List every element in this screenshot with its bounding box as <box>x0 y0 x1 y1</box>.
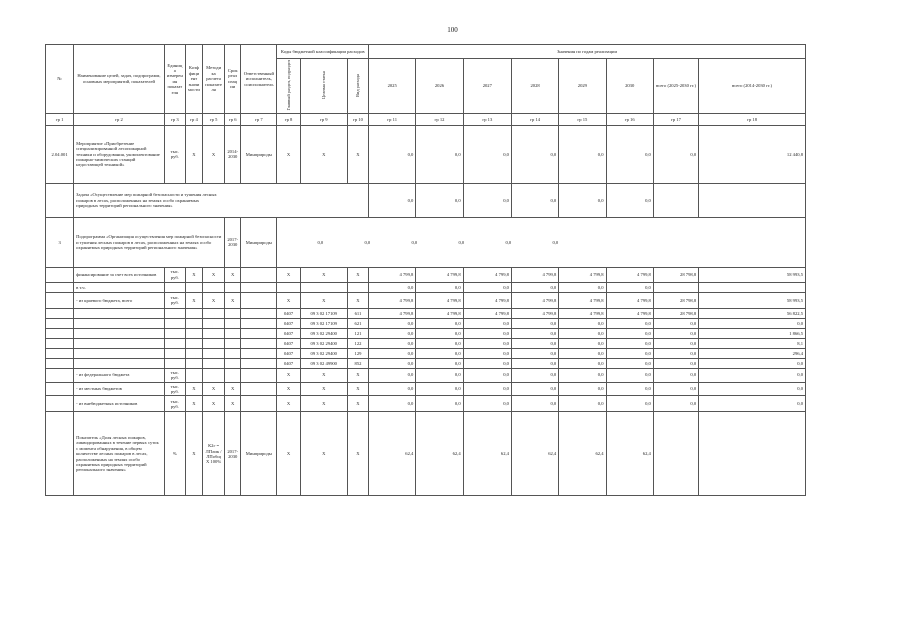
value-cell: 0,0 <box>511 125 558 183</box>
table-row <box>46 348 806 358</box>
row-method: Х <box>203 292 225 308</box>
gr-label: гр 1 <box>46 113 74 125</box>
value-cell: 0,0 <box>653 348 698 358</box>
table-row <box>46 308 806 318</box>
value-cell: 0,0 <box>416 183 463 217</box>
row-target: 09 3 02 49900 <box>300 358 347 368</box>
value-cell: 0,0 <box>511 396 558 412</box>
row-razdel: Х <box>277 382 300 396</box>
value-cell: 4 799,8 <box>369 308 416 318</box>
value-cell: 296,4 <box>699 348 806 358</box>
row-method: Х <box>203 267 225 282</box>
header-name: Наименование целей, задач, подпрограмм, основных мероприятий, показателей <box>74 45 165 114</box>
value-cell: 0,0 <box>505 239 512 245</box>
row-razdel: Х <box>277 368 300 382</box>
task-name: Задача «Осуществление мер пожарной безопасности и тушения лесных пожаров в лесах, расположенных на землях особо охраняемых природных территорий регионального значения» <box>74 183 369 217</box>
gr-label: гр 6 <box>225 113 241 125</box>
gr-label: гр 12 <box>416 113 463 125</box>
value-cell: 4 799,8 <box>511 267 558 282</box>
row-unit: тыс. руб. <box>164 267 185 282</box>
value-cell: 0,0 <box>552 239 559 245</box>
table-row <box>46 183 806 217</box>
value-cell: 0,0 <box>653 338 698 348</box>
table-row <box>46 125 806 183</box>
value-cell: 0,0 <box>606 318 653 328</box>
value-cell: 62,4 <box>606 412 653 496</box>
table-row <box>46 318 806 328</box>
header-coef: Коэффициент значимости <box>185 45 202 114</box>
row-target: Х <box>300 382 347 396</box>
value-cell: 0,0 <box>416 396 463 412</box>
value-cell: 0,0 <box>559 183 606 217</box>
value-cell: 0,0 <box>699 358 806 368</box>
value-cell: 0,0 <box>463 358 511 368</box>
gr-label: гр 14 <box>511 113 558 125</box>
value-cell: 0,0 <box>559 318 606 328</box>
row-target: 09 3 02 29400 <box>300 338 347 348</box>
row-razdel: 0407 <box>277 358 300 368</box>
value-cell: 0,0 <box>559 338 606 348</box>
value-cell: 0,0 <box>369 358 416 368</box>
value-cell: 0,0 <box>606 328 653 338</box>
value-cell: 0,0 <box>463 183 511 217</box>
value-cell: 0,0 <box>416 382 463 396</box>
row-razdel: Х <box>277 292 300 308</box>
value-cell: 4 799,8 <box>416 292 463 308</box>
row-razdel: 0407 <box>277 348 300 358</box>
row-term: Х <box>225 267 241 282</box>
row-coef: Х <box>185 412 202 496</box>
gr-label: гр 13 <box>463 113 511 125</box>
header-year: 2030 <box>606 59 653 114</box>
value-cell: 0,0 <box>511 368 558 382</box>
value-cell: 0,0 <box>653 328 698 338</box>
table-row <box>46 358 806 368</box>
value-cell: 0,0 <box>699 396 806 412</box>
row-target: Х <box>300 292 347 308</box>
value-cell: 58 993,5 <box>699 292 806 308</box>
header-term: Срок реализации <box>225 45 241 114</box>
header-method: Методика расчета показателя <box>203 45 225 114</box>
value-cell: 4 799,8 <box>606 292 653 308</box>
row-target: 09 3 02 29400 <box>300 348 347 358</box>
value-cell: 0,0 <box>653 318 698 328</box>
header-kbk-target: Целевая статья <box>321 71 327 100</box>
row-coef: Х <box>185 125 202 183</box>
gr-label: гр 11 <box>369 113 416 125</box>
value-cell: 0,0 <box>416 318 463 328</box>
value-cell: 4 799,8 <box>463 267 511 282</box>
program-table <box>45 44 806 496</box>
table-row <box>46 382 806 396</box>
value-cell: 4 799,8 <box>511 292 558 308</box>
header-year: 2029 <box>559 59 606 114</box>
row-name: Мероприятие «Приобретение специализированной лесопожарной техники и оборудования, укомплектование пожарно-химических станций недостающей техникой» <box>74 125 165 183</box>
value-cell: 0,0 <box>369 368 416 382</box>
header-executor: Ответственный исполнитель, соисполнитель <box>241 45 277 114</box>
header-num: № <box>46 45 74 114</box>
row-vid: 852 <box>347 358 368 368</box>
value-cell: 0,0 <box>511 348 558 358</box>
value-cell: 0,0 <box>369 328 416 338</box>
row-name: - из местных бюджетов <box>74 382 165 396</box>
header-values: Значения по годам реализации <box>369 45 806 59</box>
value-cell: 0,0 <box>369 318 416 328</box>
value-cell: 0,0 <box>606 282 653 292</box>
row-vid: 121 <box>347 328 368 338</box>
value-cell: 28 798,8 <box>653 308 698 318</box>
row-razdel: 0407 <box>277 328 300 338</box>
value-cell: 12 440,8 <box>699 125 806 183</box>
header-kbk: Коды бюджетной классификации расходов <box>277 45 369 59</box>
row-executor: Минприроды <box>241 412 277 496</box>
value-cell: 56 822,5 <box>699 308 806 318</box>
gr-label: гр 15 <box>559 113 606 125</box>
row-vid: 611 <box>347 308 368 318</box>
value-cell: 0,0 <box>369 396 416 412</box>
row-unit: тыс. руб. <box>164 382 185 396</box>
row-coef: Х <box>185 292 202 308</box>
value-cell: 0,0 <box>653 358 698 368</box>
value-cell: 62,4 <box>559 412 606 496</box>
value-cell: 62,4 <box>463 412 511 496</box>
value-cell: 0,0 <box>369 125 416 183</box>
value-cell: 0,0 <box>559 125 606 183</box>
row-razdel: Х <box>277 396 300 412</box>
row-vid: Х <box>347 382 368 396</box>
row-razdel: 0407 <box>277 318 300 328</box>
value-cell: 0,0 <box>559 282 606 292</box>
value-cell: 0,0 <box>411 239 418 245</box>
table-row <box>46 368 806 382</box>
row-target: Х <box>300 267 347 282</box>
value-cell: 0,0 <box>606 125 653 183</box>
gr-label: гр 10 <box>347 113 368 125</box>
header-kbk-razdel: Главный раздел, подраздел <box>286 60 292 111</box>
value-cell: 0,0 <box>463 368 511 382</box>
value-cell: 0,0 <box>511 318 558 328</box>
row-razdel: 0407 <box>277 308 300 318</box>
value-cell: 0,0 <box>416 338 463 348</box>
value-cell: 0,0 <box>369 183 416 217</box>
row-num: 3 <box>46 217 74 267</box>
header-year: 2027 <box>463 59 511 114</box>
value-cell: 0,0 <box>463 125 511 183</box>
value-cell: 0,0 <box>317 239 324 245</box>
value-cell: 0,0 <box>416 328 463 338</box>
value-cell: 0,0 <box>653 368 698 382</box>
table-row <box>46 292 806 308</box>
gr-label: гр 17 <box>653 113 698 125</box>
value-cell: 0,0 <box>511 282 558 292</box>
value-cell: 4 799,8 <box>559 267 606 282</box>
value-cell: 4 799,8 <box>369 292 416 308</box>
row-coef: Х <box>185 267 202 282</box>
value-cell: 0,0 <box>416 348 463 358</box>
row-vid: 122 <box>347 338 368 348</box>
row-term: 2017-2030 <box>225 412 241 496</box>
row-term: 2014-2030 <box>225 125 241 183</box>
subprogram-name: Подпрограмма «Организация осуществления мер пожарной безопасности и тушения лесных пожаров в лесах, расположенных на землях особо охраняемых природных территорий регионального значения» <box>74 217 225 267</box>
value-cell: 0,0 <box>606 183 653 217</box>
value-cell: 0,0 <box>463 382 511 396</box>
gr-label: гр 5 <box>203 113 225 125</box>
gr-label: гр 8 <box>277 113 300 125</box>
row-razdel: Х <box>277 412 300 496</box>
row-term: Х <box>225 396 241 412</box>
row-unit: тыс. руб. <box>164 396 185 412</box>
header-unit: Единица измерения показателя <box>164 45 185 114</box>
header-year: 2026 <box>416 59 463 114</box>
value-cell: 4 799,8 <box>369 267 416 282</box>
value-cell: 0,0 <box>364 239 371 245</box>
value-cell: 0,0 <box>606 396 653 412</box>
table-row <box>46 267 806 282</box>
row-unit: тыс. руб. <box>164 125 185 183</box>
row-razdel: Х <box>277 267 300 282</box>
value-cell: 0,0 <box>559 368 606 382</box>
row-vid: 621 <box>347 318 368 328</box>
row-method: К2г = ЛПлик / ЛПобщ Х 100% <box>203 412 225 496</box>
gr-label: гр 18 <box>699 113 806 125</box>
gr-label: гр 4 <box>185 113 202 125</box>
value-cell: 0,0 <box>699 368 806 382</box>
row-name: - из федерального бюджета <box>74 368 165 382</box>
value-cell: 0,0 <box>458 239 465 245</box>
row-method: Х <box>203 382 225 396</box>
value-cell: 0,0 <box>511 338 558 348</box>
value-cell: 0,0 <box>463 282 511 292</box>
table-row <box>46 328 806 338</box>
gr-label: гр 3 <box>164 113 185 125</box>
value-cell: 0,0 <box>606 348 653 358</box>
value-cell: 0,0 <box>369 348 416 358</box>
row-term: Х <box>225 382 241 396</box>
row-target: 09 3 02 17109 <box>300 318 347 328</box>
value-cell: 0,0 <box>559 358 606 368</box>
row-razdel: Х <box>277 125 300 183</box>
row-vid: Х <box>347 267 368 282</box>
value-cell: 0,0 <box>416 125 463 183</box>
row-coef: Х <box>185 396 202 412</box>
table-row <box>46 282 806 292</box>
value-cell: 0,0 <box>559 396 606 412</box>
row-term: Х <box>225 292 241 308</box>
row-target: 09 3 02 17109 <box>300 308 347 318</box>
value-cell: 0,0 <box>416 368 463 382</box>
value-cell: 0,0 <box>653 396 698 412</box>
row-term: 2017-2030 <box>225 217 241 267</box>
value-cell: 0,0 <box>606 368 653 382</box>
header-kbk-vid: Вид расхода <box>355 73 361 97</box>
row-executor: Минприроды <box>241 125 277 183</box>
header-total-2014-2030: всего (2014-2030 гг.) <box>699 59 806 114</box>
value-cell: 0,0 <box>416 358 463 368</box>
value-cell: 0,0 <box>463 396 511 412</box>
row-vid: Х <box>347 396 368 412</box>
row-unit: % <box>164 412 185 496</box>
table-row <box>46 338 806 348</box>
header-year: 2028 <box>511 59 558 114</box>
row-executor: Минприроды <box>241 217 277 267</box>
value-cell: 0,0 <box>653 125 698 183</box>
value-cell: 4 799,8 <box>463 292 511 308</box>
value-cell: 4 799,8 <box>511 308 558 318</box>
header-year: 2025 <box>369 59 416 114</box>
value-cell: 0,0 <box>463 338 511 348</box>
row-name: - из краевого бюджета, всего <box>74 292 165 308</box>
row-target: Х <box>300 396 347 412</box>
value-cell: 0,0 <box>559 348 606 358</box>
row-num: 2.04.001 <box>46 125 74 183</box>
row-method: Х <box>203 125 225 183</box>
header-total-2025-2030: всего (2025-2030 гг.) <box>653 59 698 114</box>
value-cell: 0,0 <box>463 318 511 328</box>
row-vid: Х <box>347 368 368 382</box>
gr-label: гр 7 <box>241 113 277 125</box>
value-cell: 0,0 <box>463 328 511 338</box>
value-cell: 58 993,5 <box>699 267 806 282</box>
value-cell: 0,0 <box>511 328 558 338</box>
row-name: - из внебюджетных источников <box>74 396 165 412</box>
row-unit: тыс. руб. <box>164 368 185 382</box>
value-cell: 1 866,5 <box>699 328 806 338</box>
row-vid: Х <box>347 292 368 308</box>
row-name: в т.ч. <box>74 282 165 292</box>
row-vid: Х <box>347 412 368 496</box>
value-cell: 0,0 <box>369 282 416 292</box>
row-unit: тыс. руб. <box>164 292 185 308</box>
table-row <box>46 396 806 412</box>
value-cell: 4 799,8 <box>559 292 606 308</box>
value-cell: 4 799,8 <box>606 267 653 282</box>
value-cell: 4 799,8 <box>416 308 463 318</box>
value-cell: 0,0 <box>606 382 653 396</box>
row-method: Х <box>203 396 225 412</box>
value-cell: 8,1 <box>699 338 806 348</box>
value-cell: 0,0 <box>699 382 806 396</box>
row-target: Х <box>300 125 347 183</box>
gr-label: гр 16 <box>606 113 653 125</box>
value-cell: 0,0 <box>511 382 558 396</box>
row-target: Х <box>300 412 347 496</box>
row-target: 09 3 02 29400 <box>300 328 347 338</box>
value-cell: 62,4 <box>369 412 416 496</box>
value-cell: 0,0 <box>369 338 416 348</box>
row-razdel: 0407 <box>277 338 300 348</box>
value-cell: 0,0 <box>463 348 511 358</box>
value-cell: 0,0 <box>559 382 606 396</box>
value-cell: 0,0 <box>369 382 416 396</box>
row-target: Х <box>300 368 347 382</box>
value-cell: 28 798,8 <box>653 267 698 282</box>
gr-label: гр 9 <box>300 113 347 125</box>
value-cell: 28 798,8 <box>653 292 698 308</box>
value-cell: 4 799,8 <box>463 308 511 318</box>
value-cell: 0,0 <box>559 328 606 338</box>
value-cell: 0,0 <box>606 338 653 348</box>
page-number: 100 <box>447 26 458 34</box>
value-cell: 0,0 <box>699 318 806 328</box>
value-cell: 0,0 <box>511 358 558 368</box>
value-cell: 0,0 <box>416 282 463 292</box>
column-numbers-row <box>46 113 806 125</box>
gr-label: гр 2 <box>74 113 165 125</box>
value-cell: 4 799,8 <box>606 308 653 318</box>
table-row <box>46 412 806 496</box>
table-row <box>46 217 806 267</box>
indicator-name: Показатель «Доля лесных пожаров, ликвидированных в течение первых суток с момента обнаружения, в общем количестве лесных пожаров в лесах, расположенных на землях особо охраняемых природных территорий регионального значения» <box>74 412 165 496</box>
value-cell: 62,4 <box>511 412 558 496</box>
row-vid: 129 <box>347 348 368 358</box>
value-cell: 62,4 <box>416 412 463 496</box>
value-cell: 0,0 <box>606 358 653 368</box>
value-cell: 4 799,8 <box>559 308 606 318</box>
row-vid: Х <box>347 125 368 183</box>
row-name: финансирование за счет всех источников <box>74 267 165 282</box>
value-cell: 0,0 <box>511 183 558 217</box>
value-cell: 4 799,8 <box>416 267 463 282</box>
value-cell: 0,0 <box>653 382 698 396</box>
row-coef: Х <box>185 382 202 396</box>
